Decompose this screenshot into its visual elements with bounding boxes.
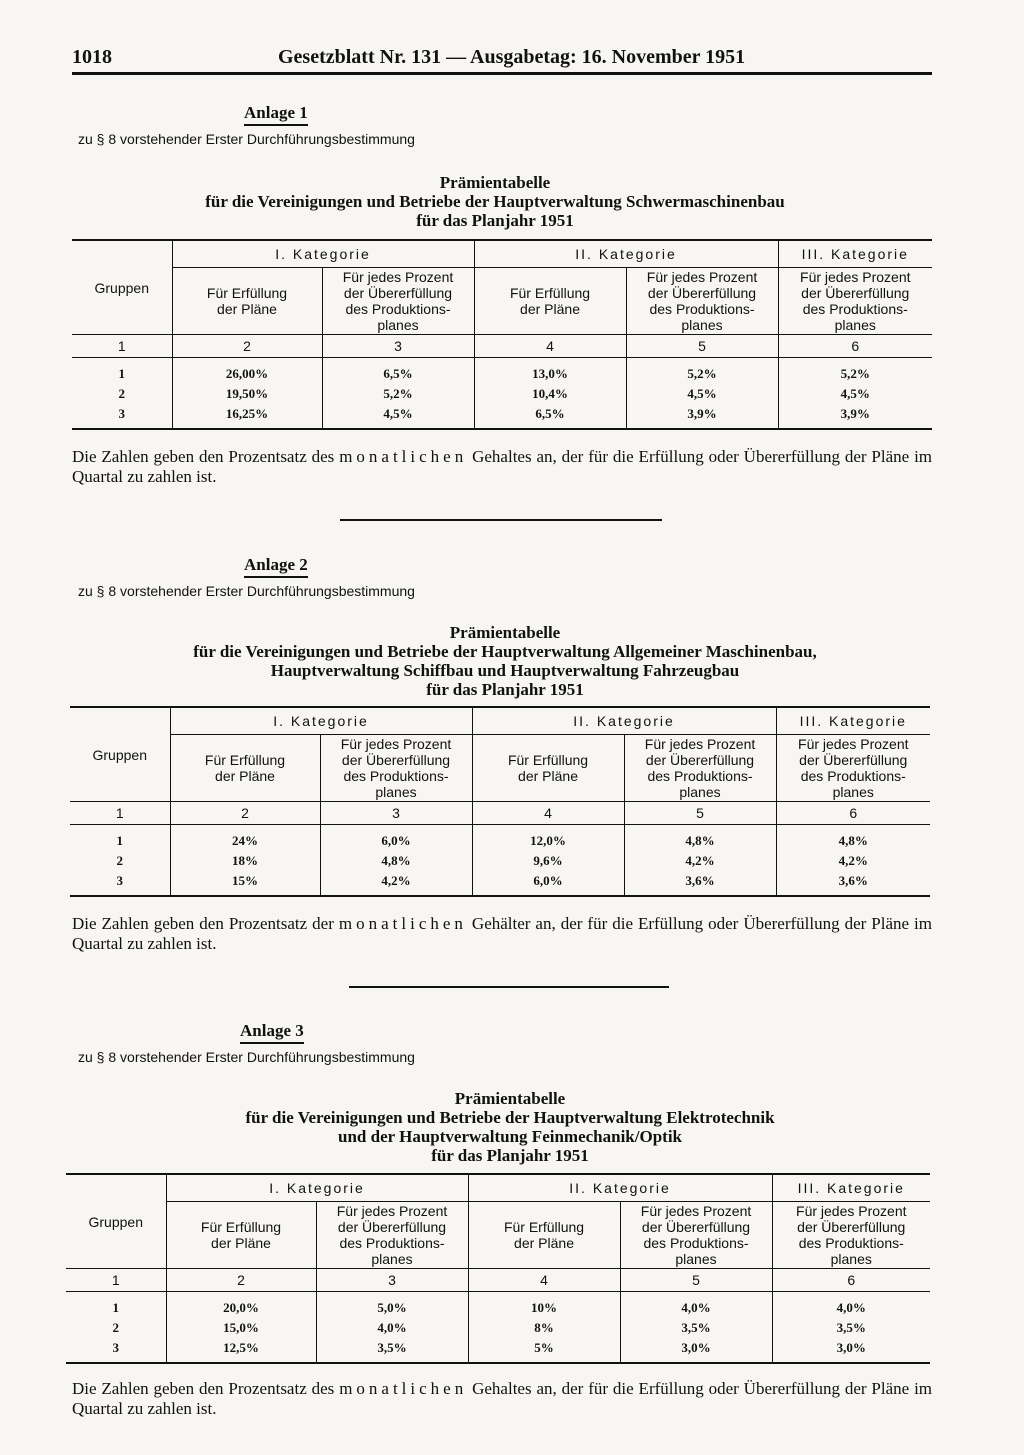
rate-cell: 6,0% xyxy=(320,825,472,852)
praemien-table xyxy=(70,706,930,897)
column-number-row xyxy=(72,335,932,358)
table-title-line: für die Vereinigungen und Betriebe der Hauptverwaltung Schwermaschinenbau xyxy=(205,192,785,211)
anlage-heading: Anlage 2 xyxy=(244,555,308,578)
subheader-line: der Übererfüllung xyxy=(341,752,451,768)
table-title-line: und der Hauptverwaltung Feinmechanik/Optik xyxy=(338,1127,682,1146)
table-note xyxy=(72,1379,932,1419)
subheader-line: Für jedes Prozent xyxy=(800,269,911,285)
gruppen-header: Gruppen xyxy=(70,707,170,802)
table-note xyxy=(72,447,932,487)
table-title-line: für die Vereinigungen und Betriebe der Hauptverwaltung Elektrotechnik xyxy=(245,1108,775,1127)
uebererfuellung-header xyxy=(316,1202,468,1269)
column-number: 5 xyxy=(624,802,776,825)
subheader-line: des Produktions- xyxy=(800,768,906,784)
category-header-row xyxy=(66,1174,930,1202)
subheader-line: des Produktions- xyxy=(339,1235,445,1251)
rate-cell: 3,6% xyxy=(776,871,930,896)
note-text-emphasis: monatlichen xyxy=(339,1379,468,1398)
subheader-line: der Übererfüllung xyxy=(799,752,908,768)
subheader-line: der Übererfüllung xyxy=(797,1219,906,1235)
rate-cell: 4,2% xyxy=(776,851,930,871)
subheader-line: Für jedes Prozent xyxy=(342,269,454,285)
subheader-line: Für Erfüllung xyxy=(200,1219,282,1235)
rate-cell: 4,8% xyxy=(320,851,472,871)
subheader-line: planes xyxy=(679,784,721,800)
anlage-reference: zu § 8 vorstehender Erster Durchführungsbestimmung xyxy=(78,1049,415,1065)
rate-cell: 12,5% xyxy=(166,1338,316,1363)
header-rule xyxy=(72,72,932,75)
note-text-emphasis: monatlichen xyxy=(338,914,467,933)
rate-cell: 3,0% xyxy=(772,1338,930,1363)
category-header-row xyxy=(70,707,930,735)
subheader-line: der Übererfüllung xyxy=(641,1219,751,1235)
subheader-row xyxy=(70,735,930,802)
subheader-line: Für Erfüllung xyxy=(509,285,591,301)
subheader-line: Für Erfüllung xyxy=(206,285,288,301)
table-note xyxy=(72,914,932,954)
subheader-line: des Produktions- xyxy=(802,301,908,317)
uebererfuellung-header xyxy=(322,268,474,335)
category-header-row xyxy=(72,240,932,268)
rate-cell: 13,0% xyxy=(474,358,626,385)
column-number: 1 xyxy=(72,335,172,358)
subheader-line: Für jedes Prozent xyxy=(646,269,758,285)
subheader-line: der Pläne xyxy=(211,1235,271,1251)
table-row xyxy=(72,358,932,385)
subheader-line: Für jedes Prozent xyxy=(640,1203,752,1219)
subheader-line: planes xyxy=(832,784,874,800)
table-row xyxy=(66,1318,930,1338)
column-number: 1 xyxy=(66,1269,166,1292)
rate-cell: 5,2% xyxy=(322,384,474,404)
table-row xyxy=(66,1338,930,1363)
subheader-line: planes xyxy=(675,1251,717,1267)
category-header: II. Kategorie xyxy=(468,1174,772,1202)
uebererfuellung-header xyxy=(626,268,778,335)
subheader-line: des Produktions- xyxy=(798,1235,904,1251)
rate-cell: 6,5% xyxy=(322,358,474,385)
rate-cell: 4,5% xyxy=(322,404,474,429)
note-text-start: Die Zahlen geben den Prozentsatz des xyxy=(72,447,335,466)
subheader-row xyxy=(72,268,932,335)
uebererfuellung-header xyxy=(772,1202,930,1269)
table-row xyxy=(70,825,930,852)
subheader-row xyxy=(66,1202,930,1269)
gruppe-cell: 1 xyxy=(118,366,125,381)
column-number: 5 xyxy=(620,1269,772,1292)
gazette-title: Gesetzblatt Nr. 131 — Ausgabetag: 16. November 1951 xyxy=(278,46,746,68)
rate-cell: 4,0% xyxy=(620,1292,772,1319)
rate-cell: 5% xyxy=(468,1338,620,1363)
subheader-line: Für jedes Prozent xyxy=(644,736,756,752)
subheader-line: planes xyxy=(681,317,723,333)
subheader-line: planes xyxy=(834,317,876,333)
anlage-reference: zu § 8 vorstehender Erster Durchführungsbestimmung xyxy=(78,583,415,599)
gruppe-cell: 2 xyxy=(118,386,125,401)
category-header: II. Kategorie xyxy=(472,707,776,735)
uebererfuellung-header xyxy=(624,735,776,802)
rate-cell: 5,2% xyxy=(778,358,932,385)
column-number: 6 xyxy=(778,335,932,358)
anlage-heading: Anlage 3 xyxy=(240,1021,304,1044)
rate-cell: 4,5% xyxy=(778,384,932,404)
uebererfuellung-header xyxy=(778,268,932,335)
category-header: I. Kategorie xyxy=(166,1174,468,1202)
subheader-line: Für Erfüllung xyxy=(204,752,286,768)
subheader-line: des Produktions- xyxy=(643,1235,749,1251)
subheader-line: der Übererfüllung xyxy=(645,752,755,768)
rate-cell: 10,4% xyxy=(474,384,626,404)
rate-cell: 4,5% xyxy=(626,384,778,404)
subheader-line: des Produktions- xyxy=(343,768,449,784)
subheader-line: der Übererfüllung xyxy=(343,285,453,301)
table-title-line: Hauptverwaltung Schiffbau und Hauptverwaltung Fahrzeugbau xyxy=(270,661,740,680)
note-text-end: Gehaltes an, der für die Erfüllung oder Übererfüllung der Pläne im Quartal zu zahlen ist. xyxy=(72,1379,933,1418)
table-title-line: für das Planjahr 1951 xyxy=(426,680,584,699)
subheader-line: der Übererfüllung xyxy=(801,285,910,301)
rate-cell: 4,0% xyxy=(772,1292,930,1319)
rate-cell: 24% xyxy=(170,825,320,852)
table-row xyxy=(72,404,932,429)
gruppen-header: Gruppen xyxy=(72,240,172,335)
rate-cell: 4,2% xyxy=(624,851,776,871)
note-text-start: Die Zahlen geben den Prozentsatz der xyxy=(72,914,334,933)
page-header xyxy=(72,46,932,70)
rate-cell: 16,25% xyxy=(172,404,322,429)
erfuellung-header xyxy=(170,735,320,802)
subheader-line: planes xyxy=(371,1251,413,1267)
column-number: 4 xyxy=(472,802,624,825)
table-title xyxy=(130,173,860,230)
rate-cell: 20,0% xyxy=(166,1292,316,1319)
rate-cell: 6,0% xyxy=(472,871,624,896)
category-header: III. Kategorie xyxy=(772,1174,930,1202)
gruppe-cell: 3 xyxy=(70,871,170,896)
note-text-emphasis: monatlichen xyxy=(339,447,468,466)
rate-cell: 3,5% xyxy=(316,1338,468,1363)
praemien-table xyxy=(66,1173,930,1364)
table-title-line: für das Planjahr 1951 xyxy=(416,211,574,230)
subheader-line: der Pläne xyxy=(520,301,580,317)
erfuellung-header xyxy=(172,268,322,335)
gruppen-header: Gruppen xyxy=(66,1174,166,1269)
rate-cell: 3,5% xyxy=(620,1318,772,1338)
note-text-end: Gehälter an, der für die Erfüllung oder Übererfüllung der Pläne im Quartal zu zahlen ist. xyxy=(72,914,933,953)
column-number-row xyxy=(70,802,930,825)
subheader-line: der Übererfüllung xyxy=(337,1219,447,1235)
anlage-heading: Anlage 1 xyxy=(244,103,308,126)
table-row xyxy=(70,871,930,896)
rate-cell: 5,0% xyxy=(316,1292,468,1319)
rate-cell: 15% xyxy=(170,871,320,896)
gruppe-cell: 3 xyxy=(66,1338,166,1363)
gruppe-cell: 1 xyxy=(112,1300,119,1315)
subheader-line: der Pläne xyxy=(217,301,277,317)
rate-cell: 10% xyxy=(468,1292,620,1319)
column-number: 1 xyxy=(70,802,170,825)
erfuellung-header xyxy=(468,1202,620,1269)
rate-cell: 3,9% xyxy=(778,404,932,429)
rate-cell: 4,8% xyxy=(624,825,776,852)
column-number: 5 xyxy=(626,335,778,358)
subheader-line: der Pläne xyxy=(514,1235,574,1251)
rate-cell: 12,0% xyxy=(472,825,624,852)
column-number: 2 xyxy=(170,802,320,825)
table-title xyxy=(120,1089,900,1165)
rate-cell: 6,5% xyxy=(474,404,626,429)
subheader-line: der Pläne xyxy=(518,768,578,784)
table-title-line: Prämientabelle xyxy=(454,1089,566,1108)
rate-cell: 18% xyxy=(170,851,320,871)
category-header: I. Kategorie xyxy=(170,707,472,735)
column-number: 3 xyxy=(316,1269,468,1292)
column-number: 3 xyxy=(320,802,472,825)
uebererfuellung-header xyxy=(320,735,472,802)
column-number-row xyxy=(66,1269,930,1292)
rate-cell: 5,2% xyxy=(626,358,778,385)
uebererfuellung-header xyxy=(620,1202,772,1269)
rate-cell: 19,50% xyxy=(172,384,322,404)
section-separator xyxy=(340,519,662,521)
column-number: 6 xyxy=(772,1269,930,1292)
subheader-line: planes xyxy=(377,317,419,333)
subheader-line: planes xyxy=(830,1251,872,1267)
column-number: 3 xyxy=(322,335,474,358)
uebererfuellung-header xyxy=(776,735,930,802)
column-number: 4 xyxy=(474,335,626,358)
column-number: 2 xyxy=(166,1269,316,1292)
rate-cell: 3,6% xyxy=(624,871,776,896)
rate-cell: 3,5% xyxy=(772,1318,930,1338)
table-row xyxy=(66,1292,930,1319)
rate-cell: 4,2% xyxy=(320,871,472,896)
table-title xyxy=(120,623,890,699)
column-number: 6 xyxy=(776,802,930,825)
gruppe-cell: 2 xyxy=(116,853,123,868)
rate-cell: 3,9% xyxy=(626,404,778,429)
praemien-table xyxy=(72,239,932,430)
rate-cell: 4,0% xyxy=(316,1318,468,1338)
subheader-line: Für Erfüllung xyxy=(503,1219,585,1235)
rate-cell: 8% xyxy=(468,1318,620,1338)
category-header: II. Kategorie xyxy=(474,240,778,268)
note-text-start: Die Zahlen geben den Prozentsatz des xyxy=(72,1379,335,1398)
erfuellung-header xyxy=(474,268,626,335)
rate-cell: 9,6% xyxy=(472,851,624,871)
subheader-line: der Übererfüllung xyxy=(647,285,757,301)
table-row xyxy=(70,851,930,871)
rate-cell: 15,0% xyxy=(166,1318,316,1338)
rate-cell: 4,8% xyxy=(776,825,930,852)
category-header: III. Kategorie xyxy=(776,707,930,735)
subheader-line: Für jedes Prozent xyxy=(798,736,909,752)
subheader-line: planes xyxy=(375,784,417,800)
erfuellung-header xyxy=(166,1202,316,1269)
table-row xyxy=(72,384,932,404)
subheader-line: des Produktions- xyxy=(647,768,753,784)
gruppe-cell: 3 xyxy=(72,404,172,429)
section-separator xyxy=(349,986,669,988)
category-header: III. Kategorie xyxy=(778,240,932,268)
erfuellung-header xyxy=(472,735,624,802)
table-title-line: Prämientabelle xyxy=(439,173,551,192)
category-header: I. Kategorie xyxy=(172,240,474,268)
column-number: 2 xyxy=(172,335,322,358)
page-number: 1018 xyxy=(72,46,112,68)
subheader-line: der Pläne xyxy=(215,768,275,784)
subheader-line: Für jedes Prozent xyxy=(336,1203,448,1219)
subheader-line: Für jedes Prozent xyxy=(340,736,452,752)
rate-cell: 26,00% xyxy=(172,358,322,385)
table-title-line: für das Planjahr 1951 xyxy=(431,1146,589,1165)
table-title-line: Prämientabelle xyxy=(449,623,561,642)
subheader-line: des Produktions- xyxy=(649,301,755,317)
gruppe-cell: 2 xyxy=(112,1320,119,1335)
gruppe-cell: 1 xyxy=(116,833,123,848)
subheader-line: Für Erfüllung xyxy=(507,752,589,768)
table-title-line: für die Vereinigungen und Betriebe der Hauptverwaltung Allgemeiner Maschinenbau, xyxy=(193,642,817,661)
subheader-line: des Produktions- xyxy=(345,301,451,317)
rate-cell: 3,0% xyxy=(620,1338,772,1363)
note-text-end: Gehaltes an, der für die Erfüllung oder Übererfüllung der Pläne im Quartal zu zahlen ist. xyxy=(72,447,933,486)
column-number: 4 xyxy=(468,1269,620,1292)
subheader-line: Für jedes Prozent xyxy=(796,1203,907,1219)
anlage-reference: zu § 8 vorstehender Erster Durchführungsbestimmung xyxy=(78,131,415,147)
